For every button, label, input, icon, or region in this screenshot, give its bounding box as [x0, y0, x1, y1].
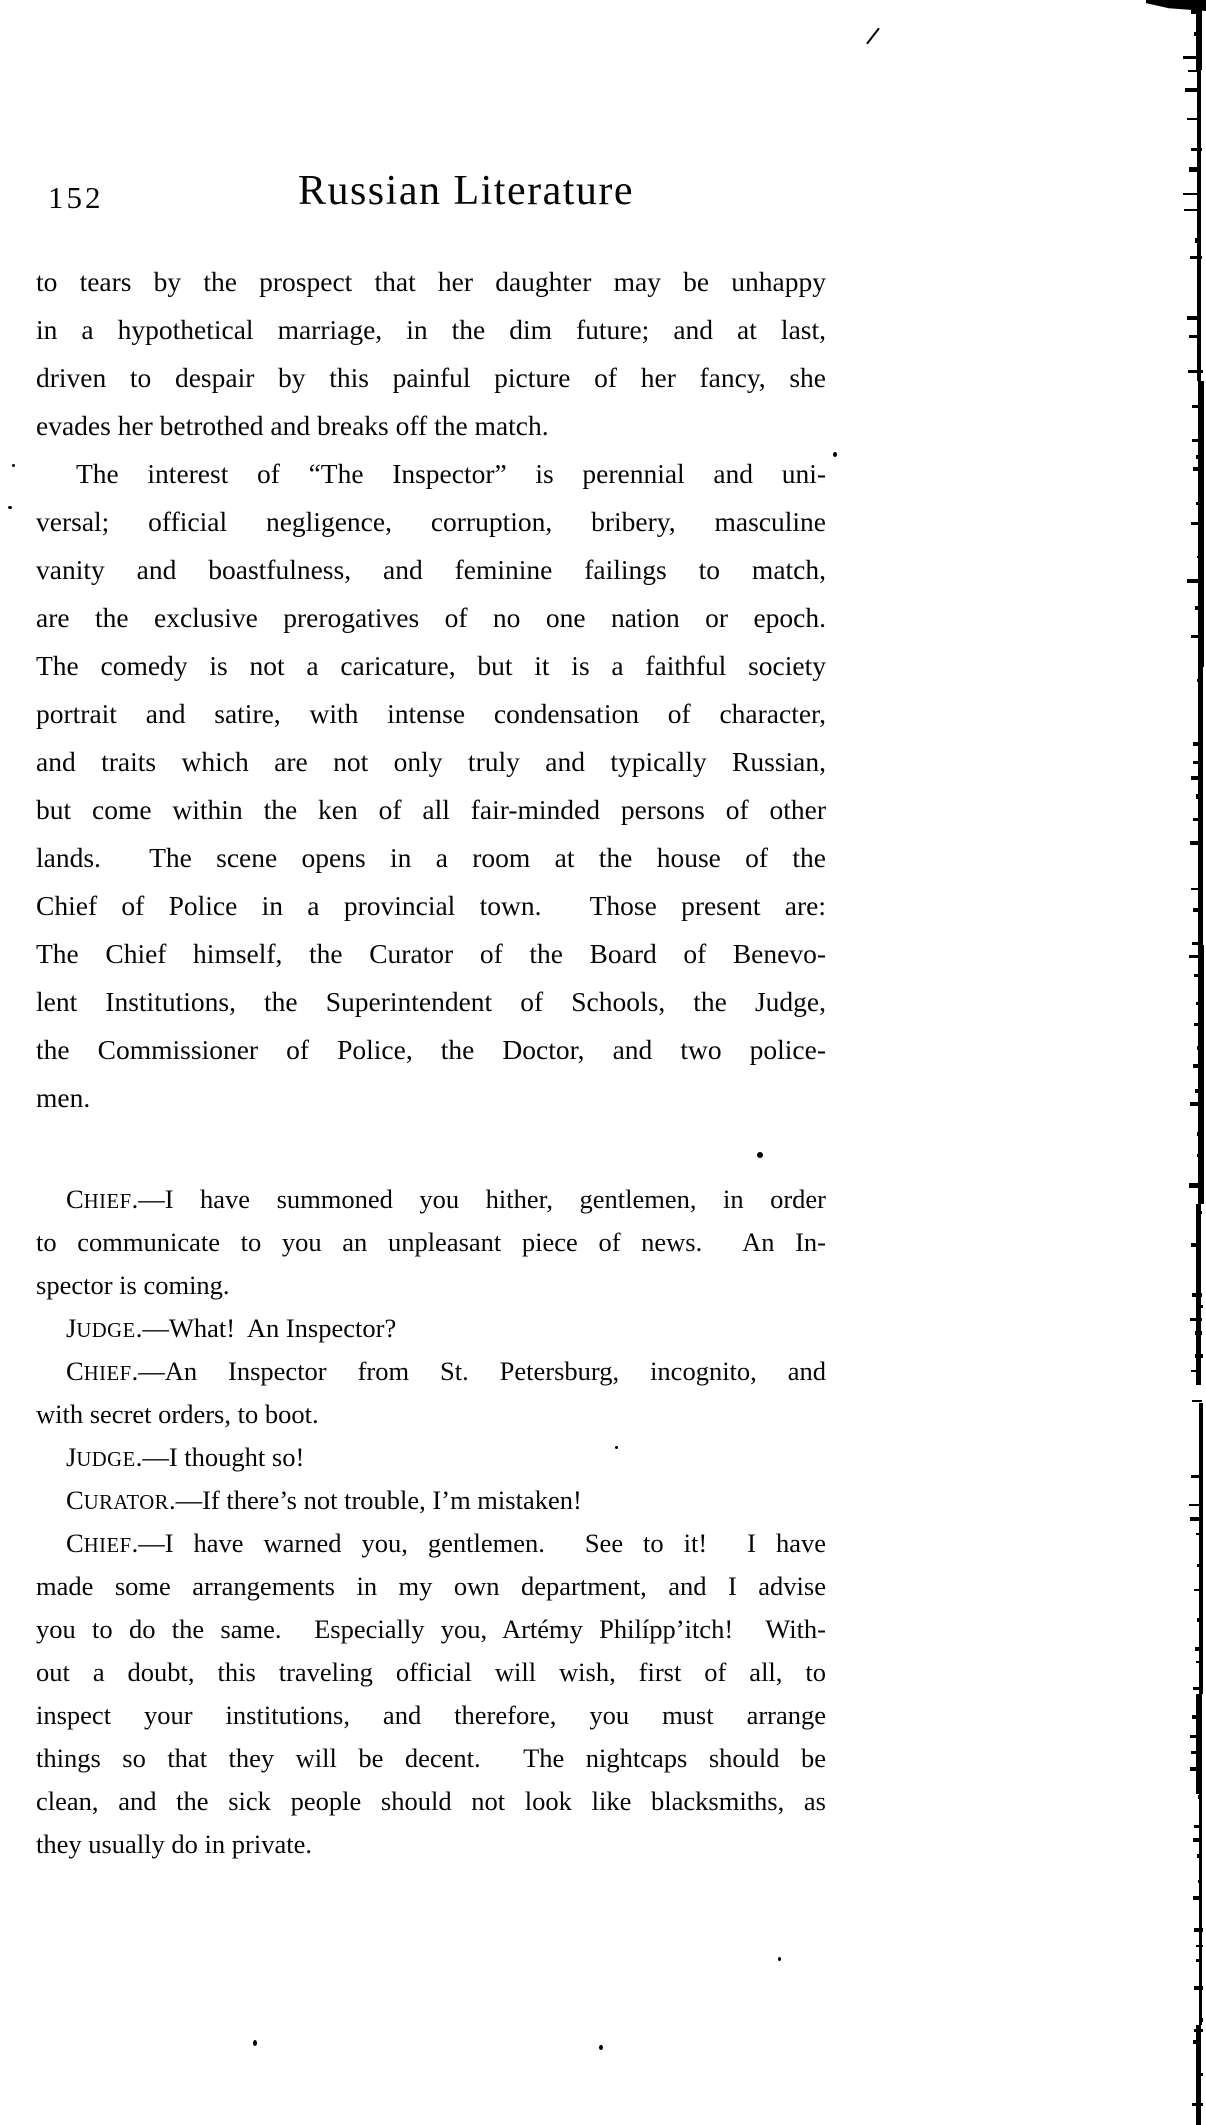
text-line: spector is coming. [36, 1270, 230, 1300]
text-line: men. [36, 1082, 91, 1113]
dialogue-paragraph [36, 1178, 826, 1307]
scan-edge-artifact [1172, 0, 1206, 2125]
text-line: to tears by the prospect that her daughter may be unhappy [36, 266, 826, 297]
text-line: The interest of “The Inspector” is perennial and uni- [76, 458, 826, 489]
text-line: evades her betrothed and breaks off the match. [36, 410, 549, 441]
text-line: JUDGE.—What! An Inspector? [66, 1313, 397, 1343]
speaker-name: HIEF [83, 1363, 132, 1385]
text-line: things so that they will be decent. The nightcaps should be [36, 1743, 826, 1773]
text-line: to communicate to you an unpleasant piece of news. An In- [36, 1227, 826, 1257]
dialogue-paragraph [36, 1436, 826, 1479]
text-line: vanity and boastfulness, and feminine failings to match, [36, 554, 826, 585]
text-line: they usually do in private. [36, 1829, 312, 1859]
dialogue-paragraph [36, 1307, 826, 1350]
text-line: in a hypothetical marriage, in the dim future; and at last, [36, 314, 826, 345]
ink-speck [778, 1957, 781, 1961]
text-line: versal; official negligence, corruption, bribery, masculine [36, 506, 826, 537]
ink-speck [866, 28, 880, 45]
body-paragraph [36, 258, 826, 450]
ink-speck [599, 2045, 603, 2050]
running-title: Russian Literature [297, 168, 635, 214]
text-line: The Chief himself, the Curator of the Board of Benevo- [36, 938, 826, 969]
text-line: you to do the same. Especially you, Artémy Philípp’itch! With- [36, 1614, 826, 1644]
speaker-name: HIEF [83, 1535, 132, 1557]
page-text [36, 258, 826, 1866]
text-line: lands. The scene opens in a room at the house of the [36, 842, 826, 873]
text-line: CHIEF.—I have summoned you hither, gentlemen, in order [66, 1184, 826, 1214]
text-line: clean, and the sick people should not look like blacksmiths, as [36, 1786, 826, 1816]
speaker-name: URATOR [83, 1492, 169, 1514]
ink-speck [253, 2040, 257, 2046]
text-line: portrait and satire, with intense condensation of character, [36, 698, 826, 729]
page-header [36, 166, 896, 218]
text-line: driven to despair by this painful picture of her fancy, she [36, 362, 826, 393]
ink-speck [615, 1446, 618, 1449]
text-line: with secret orders, to boot. [36, 1399, 319, 1429]
ink-speck [757, 1152, 763, 1158]
text-line: The comedy is not a caricature, but it is a faithful society [36, 650, 826, 681]
ink-speck [8, 506, 12, 509]
ink-speck [833, 452, 837, 457]
speaker-name: UDGE [76, 1320, 136, 1342]
body-paragraph [36, 450, 826, 1122]
text-line: made some arrangements in my own department, and I advise [36, 1571, 826, 1601]
text-line: CHIEF.—An Inspector from St. Petersburg, incognito, and [66, 1356, 826, 1386]
speaker-name: HIEF [83, 1191, 132, 1213]
text-line: CHIEF.—I have warned you, gentlemen. See to it! I have [66, 1528, 826, 1558]
text-line: out a doubt, this traveling official will wish, first of all, to [36, 1657, 826, 1687]
text-line: Chief of Police in a provincial town. Those present are: [36, 890, 826, 921]
text-line: lent Institutions, the Superintendent of Schools, the Judge, [36, 986, 826, 1017]
text-line: and traits which are not only truly and typically Russian, [36, 746, 826, 777]
ink-speck [12, 464, 15, 467]
dialogue-paragraph [36, 1479, 826, 1522]
page-number: 152 [48, 180, 104, 215]
text-line: JUDGE.—I thought so! [66, 1442, 305, 1472]
text-line: but come within the ken of all fair-minded persons of other [36, 794, 826, 825]
speaker-name: UDGE [76, 1449, 136, 1471]
dialogue-paragraph [36, 1350, 826, 1436]
dialogue-paragraph [36, 1522, 826, 1866]
text-line: are the exclusive prerogatives of no one nation or epoch. [36, 602, 826, 633]
text-line: the Commissioner of Police, the Doctor, and two police- [36, 1034, 826, 1065]
text-line: inspect your institutions, and therefore, you must arrange [36, 1700, 826, 1730]
text-line: CURATOR.—If there’s not trouble, I’m mistaken! [66, 1485, 582, 1515]
